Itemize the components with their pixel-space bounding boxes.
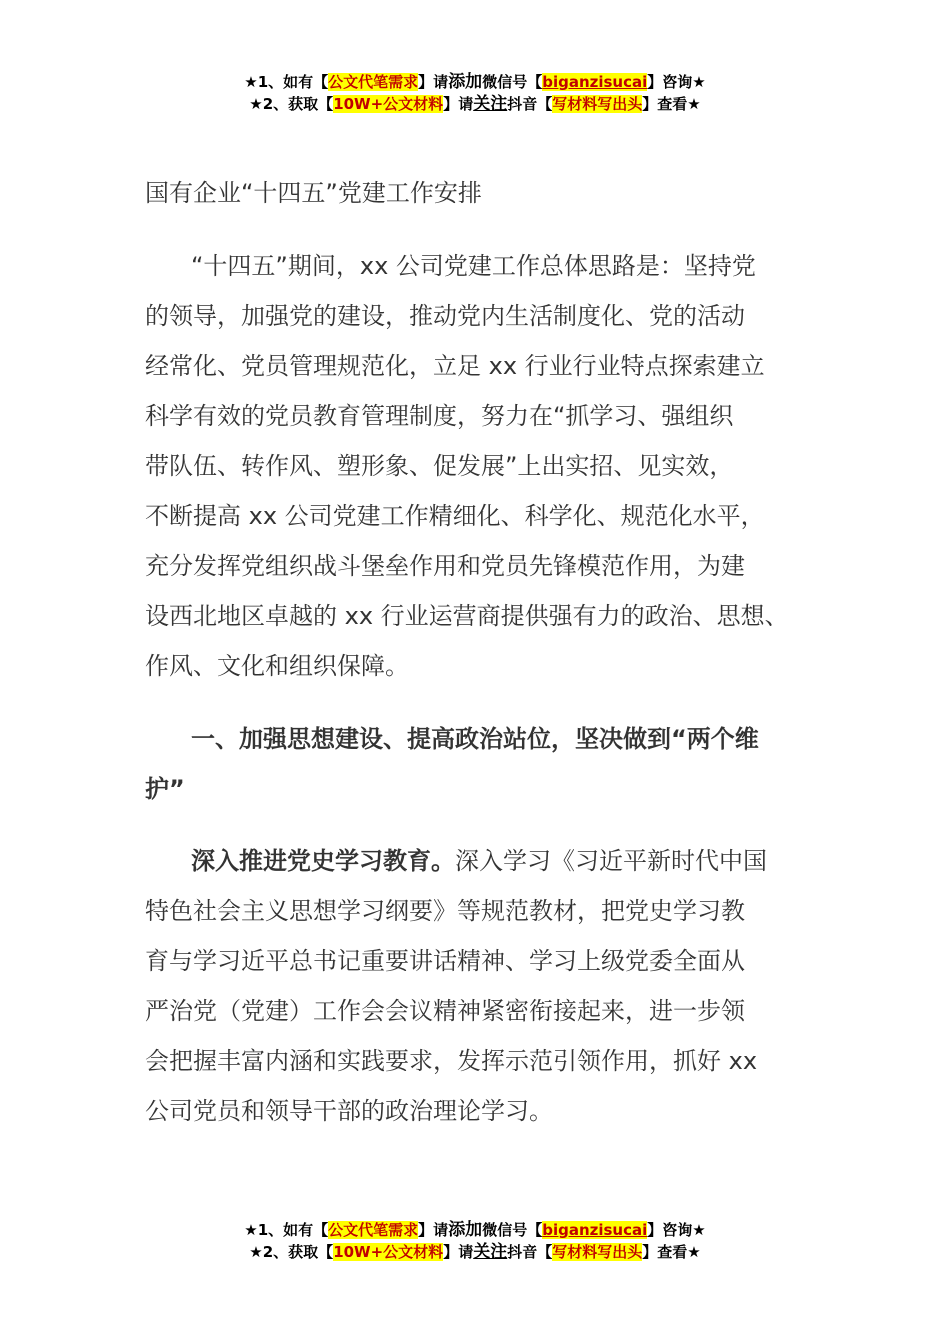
banner-text: ★2、获取【: [249, 95, 334, 113]
banner-wechat-id: biganzisucai: [542, 73, 648, 91]
paragraph-lead-bold: 深入推进党史学习教育。: [191, 847, 455, 875]
paragraph-line: “十四五”期间，xx 公司党建工作总体思路是：坚持党: [191, 252, 756, 280]
banner-text: 】请: [443, 95, 474, 113]
banner-text: 】咨询★: [647, 1221, 706, 1239]
paragraph-line: 经常化、党员管理规范化，立足 xx 行业行业特点探索建立: [145, 352, 765, 380]
banner-highlight: 10W+公文材料: [333, 1243, 444, 1261]
document-title: 国有企业“十四五”党建工作安排: [145, 179, 482, 207]
banner-highlight: 公文代笔需求: [328, 1221, 419, 1239]
banner-emphasis: 关注: [473, 94, 508, 114]
banner-highlight: 公文代笔需求: [328, 73, 419, 91]
heading-line: 一、加强思想建设、提高政治站位，坚决做到“两个维: [191, 725, 759, 753]
paragraph-line: 作风、文化和组织保障。: [145, 652, 409, 680]
banner-text: 】请: [418, 73, 449, 91]
banner-wechat-id: biganzisucai: [542, 1221, 648, 1239]
paragraph-line: [145, 836, 805, 886]
banner-text: 】请: [418, 1221, 449, 1239]
paragraph-line: 育与学习近平总书记重要讲话精神、学习上级党委全面从: [145, 947, 745, 975]
banner-text: 】查看★: [642, 1243, 701, 1261]
banner-text: ★1、如有【: [244, 73, 329, 91]
banner-text: 微信号【: [482, 1221, 543, 1239]
paragraph-line: 不断提高 xx 公司党建工作精细化、科学化、规范化水平，: [145, 502, 765, 530]
paragraph-line: 公司党员和领导干部的政治理论学习。: [145, 1097, 553, 1125]
banner-emphasis: 添加: [448, 72, 483, 92]
banner-highlight: 写材料写出头: [552, 95, 643, 113]
banner-text: 】咨询★: [647, 73, 706, 91]
top-banner: [0, 71, 950, 115]
intro-paragraph: [145, 241, 805, 691]
banner-text: 抖音【: [507, 95, 553, 113]
banner-text: 微信号【: [482, 73, 543, 91]
banner-emphasis: 关注: [473, 1242, 508, 1262]
banner-highlight: 10W+公文材料: [333, 95, 444, 113]
banner-line-2: [0, 93, 950, 115]
paragraph-line: 带队伍、转作风、塑形象、促发展”上出实招、见实效，: [145, 452, 734, 480]
section-heading: [145, 714, 805, 814]
banner-highlight: 写材料写出头: [552, 1243, 643, 1261]
paragraph-line: 特色社会主义思想学习纲要》等规范教材，把党史学习教: [145, 897, 745, 925]
banner-text: 】查看★: [642, 95, 701, 113]
banner-text: ★1、如有【: [244, 1221, 329, 1239]
banner-line-1: [0, 1219, 950, 1241]
bottom-banner: [0, 1219, 950, 1263]
banner-text: ★2、获取【: [249, 1243, 334, 1261]
banner-emphasis: 添加: [448, 1220, 483, 1240]
paragraph-line: 严治党（党建）工作会会议精神紧密衔接起来，进一步领: [145, 997, 745, 1025]
banner-line-1: [0, 71, 950, 93]
paragraph-line: 科学有效的党员教育管理制度，努力在“抓学习、强组织: [145, 402, 734, 430]
heading-line: 护”: [145, 775, 185, 803]
banner-text: 抖音【: [507, 1243, 553, 1261]
paragraph-line: 的领导，加强党的建设，推动党内生活制度化、党的活动: [145, 302, 745, 330]
paragraph-line: 设西北地区卓越的 xx 行业运营商提供强有力的政治、思想、: [145, 602, 789, 630]
banner-line-2: [0, 1241, 950, 1263]
banner-text: 】请: [443, 1243, 474, 1261]
paragraph-line: 充分发挥党组织战斗堡垒作用和党员先锋模范作用，为建: [145, 552, 745, 580]
paragraph-line: 会把握丰富内涵和实践要求，发挥示范引领作用，抓好 xx: [145, 1047, 758, 1075]
section-paragraph: [145, 836, 805, 1136]
paragraph-lead-text: 深入学习《习近平新时代中国: [455, 847, 767, 875]
